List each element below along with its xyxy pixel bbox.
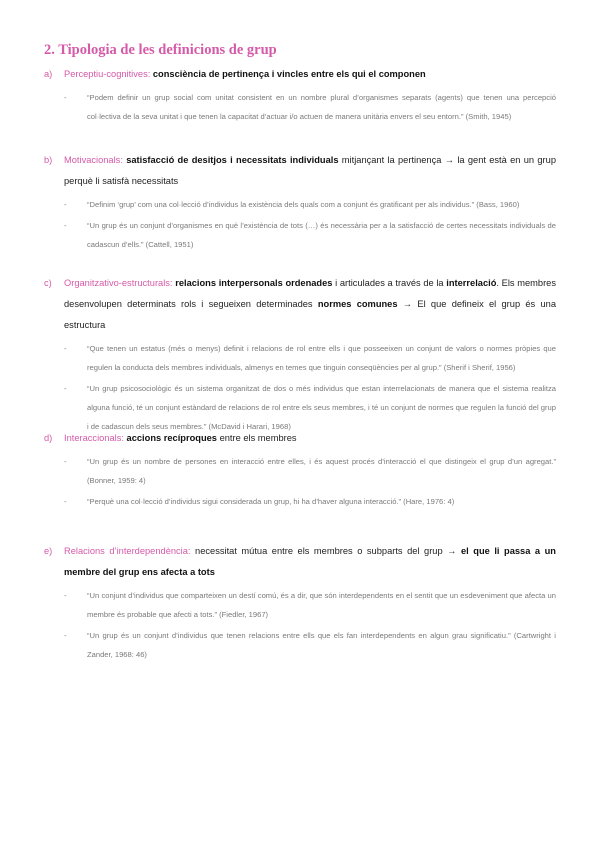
section-b-category: Motivacionals: (64, 155, 123, 165)
section-d-category: Interaccionals: (64, 433, 124, 443)
quote-c2: - “Un grup psicosociològic és un sistema organitzat de dos o més individus que estan interrelacionats de manera que el sistema realitza alguna funció, té un conjunt estàndard de relacions de rol entre els seus membres, i té un conjunt de normes que regulen la funció del grup i de cadascun dels seus membres.” (McDavid i Harari, 1968) (64, 379, 556, 436)
quote-e2: - “Un grup és un conjunt d’individus que tenen relacions entre ells que els fan interdependents en algun grau significatiu.” (Cartwright i Zander, 1968: 46) (64, 626, 556, 664)
section-c-marker: c) (44, 278, 52, 288)
section-c-bold1: relacions interpersonals ordenades (175, 278, 333, 288)
section-e-bold: el que li passa a un membre del grup ens afecta a tots (64, 546, 556, 577)
quote-c1: - “Que tenen un estatus (més o menys) definit i relacions de rol entre ells i que posseeixen un conjunt de valors o normes pròpies que regulen la conducta dels membres individuals, almenys en temes que tinguin conseqüències per al grup.” (Sherif i Sherif, 1956) (64, 339, 556, 377)
section-a-text: consciència de pertinença i vincles entre els qui el componen (152, 69, 426, 79)
quote-d1-text: “Un grup és un nombre de persones en interacció entre elles, i és aquest procés d’interacció el que distingeix el grup d’un agregat.” (Bonner, 1959: 4) (87, 457, 556, 485)
section-a-marker: a) (44, 69, 53, 79)
quote-d2-text: “Perquè una col·lecció d’individus sigui considerada un grup, hi ha d’haver alguna interacció.” (Hare, 1976: 4) (87, 497, 455, 506)
quote-c2-text: “Un grup psicosociològic és un sistema organitzat de dos o més individus que estan interrelacionats de manera que el sistema realitza alguna funció, té un conjunt estàndard de relacions de rol entre els seus membres, i té un conjunt de normes que regulen la funció del grup i de cadascun dels seus membres.” (McDavid i Harari, 1968) (87, 384, 556, 431)
quote-b2: - “Un grup és un conjunt d’organismes en què l’existència de tots (…) és necessària per a la satisfacció de certes necessitats individuals de cadascun d’ells.” (Cattell, 1951) (64, 216, 556, 254)
section-b-bold: satisfacció de desitjos i necessitats individuals (126, 155, 339, 165)
section-heading: 2. Tipologia de les definicions de grup (44, 42, 277, 58)
section-e (44, 541, 556, 664)
quote-b1-text: “Definim ‘grup’ com una col·lecció d’individus la existència dels quals com a conjunt és gratificant per als individus.” (Bass, 1960) (87, 200, 520, 209)
quote-b2-text: “Un grup és un conjunt d’organismes en què l’existència de tots (…) és necessària per a la satisfacció de certes necessitats individuals de cadascun d’ells.” (Cattell, 1951) (87, 221, 556, 249)
section-b (44, 150, 556, 254)
section-c-bold3: normes comunes (317, 299, 398, 309)
section-c: c) Organitzativo-estructurals: relacions interpersonals ordenades i articulades a través de la interrelació. Els membres desenvolupen determinats rols i segueixen determinades normes comunes → El que defineix el grup és una estructura - “Que tenen un estatus (més o menys) definit i relacions de rol entre ells i que posseeixen un conjunt de valors o normes pròpies que regulen la conducta dels membres individuals, almenys en temes que tinguin conseqüències per al grup.” (Sherif i Sherif, 1956) - “Un grup psicosociològic és un sistema organitzat de dos o més individus que estan interrelacionats de manera que el sistema realitza alguna funció, té un conjunt estàndard de relacions de rol entre els seus membres, i té un conjunt de normes que regulen la funció del grup i de cadascun dels seus membres.” (McDavid i Harari, 1968) (44, 273, 556, 436)
section-a (44, 64, 556, 126)
section-a-line (44, 64, 556, 85)
section-e-marker: e) (44, 546, 53, 556)
quote-e2-text: “Un grup és un conjunt d’individus que tenen relacions entre ells que els fan interdependents en algun grau significatiu.” (Cartwright i Zander, 1968: 46) (87, 631, 556, 659)
quote-d2: - “Perquè una col·lecció d’individus sigui considerada un grup, hi ha d’haver alguna interacció.” (Hare, 1976: 4) (64, 492, 556, 511)
section-e-text: necessitat mútua entre els membres o subparts del grup → (190, 546, 461, 556)
section-a-category: Perceptiu-cognitives: (64, 69, 151, 79)
section-d: d) Interaccionals: accions recíproques entre els membres - “Un grup és un nombre de persones en interacció entre elles, i és aquest procés d’interacció el que distingeix el grup d’un agregat.” (Bonner, 1959: 4) - “Perquè una col·lecció d’individus sigui considerada un grup, hi ha d’haver alguna interacció.” (Hare, 1976: 4) (44, 428, 556, 511)
quote-e1: - “Un conjunt d’individus que comparteixen un destí comú, és a dir, que són interdependents en el sentit que un esdeveniment que afecta un membre és probable que afecti a tots.” (Fiedler, 1967) (64, 586, 556, 624)
quote-d1: - “Un grup és un nombre de persones en interacció entre elles, i és aquest procés d’interacció el que distingeix el grup d’un agregat.” (Bonner, 1959: 4) (64, 452, 556, 490)
section-d-bold: accions recíproques (126, 433, 217, 443)
section-d-marker: d) (44, 433, 53, 443)
section-b-marker: b) (44, 155, 53, 165)
quote-e1-text: “Un conjunt d’individus que comparteixen un destí comú, és a dir, que són interdependents en el sentit que un esdeveniment que afecta un membre és probable que afecti a tots.” (Fiedler, 1967) (87, 591, 556, 619)
quote-b1: - “Definim ‘grup’ com una col·lecció d’individus la existència dels quals com a conjunt és gratificant per als individus.” (Bass, 1960) (64, 195, 556, 214)
quote-c1-text: “Que tenen un estatus (més o menys) definit i relacions de rol entre ells i que posseeixen un conjunt de valors o normes pròpies que regulen la conducta dels membres individuals, almenys en temes que tinguin conseqüències per al grup.” (Sherif i Sherif, 1956) (87, 344, 556, 372)
section-b-text: mitjançant la pertinença → la gent està en un grup perquè li satisfà necessitats (64, 155, 556, 186)
section-c-category: Organitzativo-estructurals: (64, 278, 173, 288)
quote-a1-text: “Podem definir un grup social com unitat consistent en un nombre plural d’organismes separats (agents) que tenen una percepció col·lectiva de la seva unitat i que tenen la capacitat d’actuar i/o actuen de manera unitària envers el seu entorn.” (Smith, 1945) (87, 93, 556, 121)
section-c-bold2: interrelació (446, 278, 497, 288)
quote-a1: - “Podem definir un grup social com unitat consistent en un nombre plural d’organismes separats (agents) que tenen una percepció col·lectiva de la seva unitat i que tenen la capacitat d’actuar i/o actuen de manera unitària envers el seu entorn.” (Smith, 1945) (64, 88, 556, 126)
section-e-category: Relacions d’interdependència: (64, 546, 191, 556)
